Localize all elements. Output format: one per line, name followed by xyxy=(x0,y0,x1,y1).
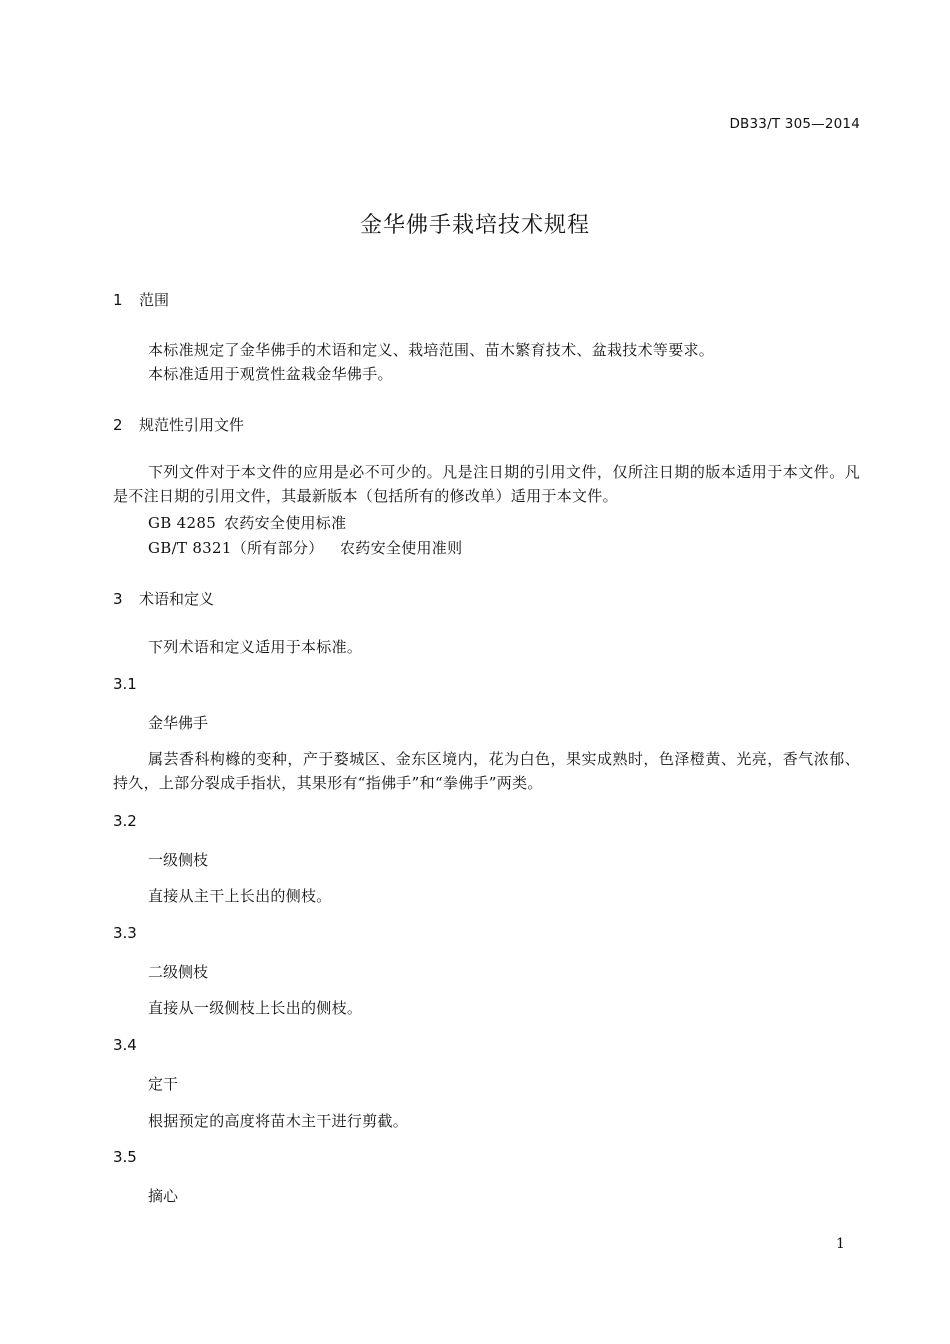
scope-paragraph: 本标准适用于观赏性盆栽金华佛手。 xyxy=(148,365,393,383)
term-number: 3.2 xyxy=(113,812,137,830)
term-name: 定干 xyxy=(148,1075,179,1093)
scope-paragraph: 本标准规定了金华佛手的术语和定义、栽培范围、苗木繁育技术、盆栽技术等要求。 xyxy=(148,341,715,359)
term-definition: 根据预定的高度将苗木主干进行剪截。 xyxy=(148,1112,409,1130)
page-number: 1 xyxy=(836,1236,845,1252)
section-title: 范围 xyxy=(139,291,170,309)
section-heading-scope xyxy=(113,289,169,310)
section-number: 2 xyxy=(113,416,123,434)
term-name: 金华佛手 xyxy=(148,714,209,732)
section-heading-normative-references xyxy=(113,414,244,435)
term-number: 3.3 xyxy=(113,924,137,942)
document-title: 金华佛手栽培技术规程 xyxy=(359,213,590,238)
section-heading-terms-definitions xyxy=(113,588,214,609)
term-name: 一级侧枝 xyxy=(148,851,209,869)
reference-code: GB 4285 xyxy=(148,514,217,532)
reference-code: GB/T 8321（所有部分） xyxy=(148,539,324,557)
terms-intro: 下列术语和定义适用于本标准。 xyxy=(148,638,363,656)
section-title: 术语和定义 xyxy=(139,590,215,608)
section-number: 3 xyxy=(113,590,123,608)
references-intro: 下列文件对于本文件的应用是必不可少的。凡是注日期的引用文件，仅所注日期的版本适用于本文件。凡是不注日期的引用文件，其最新版本（包括所有的修改单）适用于本文件。 xyxy=(113,463,860,505)
term-number: 3.1 xyxy=(113,675,137,693)
reference-entry xyxy=(148,512,346,533)
term-definition: 属芸香科枸橼的变种，产于婺城区、金东区境内，花为白色，果实成熟时，色泽橙黄、光亮，香气浓郁、持久，上部分裂成手指状，其果形有“指佛手”和“拳佛手”两类。 xyxy=(113,750,860,792)
term-number: 3.4 xyxy=(113,1036,137,1054)
standard-code: DB33/T 305—2014 xyxy=(729,116,860,132)
reference-entry xyxy=(148,537,462,558)
term-name: 摘心 xyxy=(148,1187,179,1205)
reference-title: 农药安全使用标准 xyxy=(224,514,347,532)
term-name: 二级侧枝 xyxy=(148,963,209,981)
section-title: 规范性引用文件 xyxy=(139,416,245,434)
term-definition: 直接从主干上长出的侧枝。 xyxy=(148,887,332,905)
reference-title: 农药安全使用准则 xyxy=(340,539,463,557)
term-number: 3.5 xyxy=(113,1148,137,1166)
term-definition: 直接从一级侧枝上长出的侧枝。 xyxy=(148,999,363,1017)
section-number: 1 xyxy=(113,291,123,309)
